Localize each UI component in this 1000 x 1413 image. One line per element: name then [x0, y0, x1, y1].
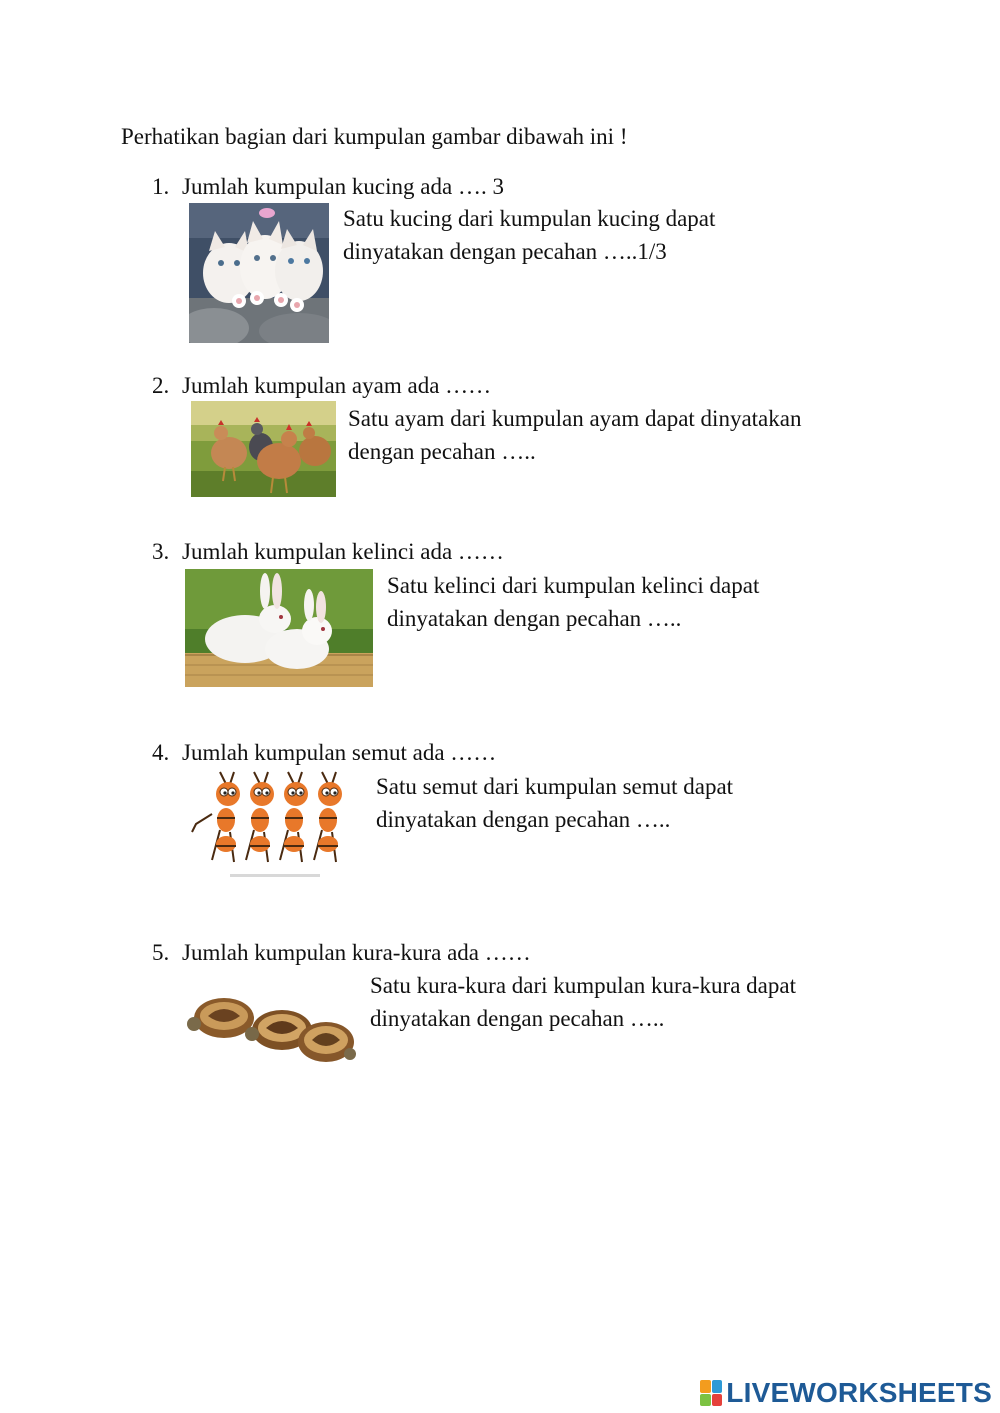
description-line: dinyatakan dengan pecahan …..: [387, 606, 682, 631]
three-turtles-photo: [186, 974, 358, 1074]
description-line: Satu kura-kura dari kumpulan kura-kura dapat: [370, 973, 796, 998]
brand-name: LIVEWORKSHEETS: [726, 1377, 992, 1408]
question-2-description: [348, 402, 801, 468]
chickens-image: [191, 401, 336, 497]
instruction-text: Perhatikan bagian dari kumpulan gambar dibawah ini !: [121, 124, 628, 149]
liveworksheets-watermark: [700, 1377, 992, 1409]
question-text: Jumlah kumpulan kura-kura ada ……: [182, 940, 531, 965]
turtles-image: [186, 974, 358, 1074]
question-number: 4.: [152, 740, 170, 765]
question-2: [152, 369, 491, 402]
question-1: [152, 170, 504, 203]
question-3-description: [387, 569, 759, 635]
four-ants-cartoon: [190, 770, 362, 882]
question-4-description: [376, 770, 733, 836]
rabbits-image: [185, 569, 373, 687]
description-line: Satu ayam dari kumpulan ayam dapat dinyatakan: [348, 406, 802, 431]
question-3: [152, 535, 504, 568]
liveworksheets-logo-icon: [700, 1380, 722, 1406]
description-line: Satu kucing dari kumpulan kucing dapat: [343, 206, 716, 231]
two-rabbits-photo: [185, 569, 373, 687]
question-number: 3.: [152, 539, 170, 564]
question-number: 2.: [152, 373, 170, 398]
question-4: [152, 736, 496, 769]
description-line: dengan pecahan …..: [348, 439, 536, 464]
question-1-description: [343, 202, 715, 268]
question-text: Jumlah kumpulan ayam ada ……: [182, 373, 492, 398]
chickens-photo: [191, 401, 336, 497]
description-line: dinyatakan dengan pecahan …..: [376, 807, 671, 832]
description-line: Satu semut dari kumpulan semut dapat: [376, 774, 734, 799]
ants-image: [190, 770, 362, 882]
description-line: dinyatakan dengan pecahan …..1/3: [343, 239, 667, 264]
question-text: Jumlah kumpulan kelinci ada ……: [182, 539, 504, 564]
question-5: [152, 936, 531, 969]
question-5-description: [370, 969, 796, 1035]
three-kittens-photo: [189, 203, 329, 343]
question-number: 5.: [152, 940, 170, 965]
description-line: dinyatakan dengan pecahan …..: [370, 1006, 665, 1031]
question-text: Jumlah kumpulan kucing ada …. 3: [182, 174, 504, 199]
kittens-image: [189, 203, 329, 343]
question-text: Jumlah kumpulan semut ada ……: [182, 740, 497, 765]
question-number: 1.: [152, 174, 170, 199]
description-line: Satu kelinci dari kumpulan kelinci dapat: [387, 573, 760, 598]
